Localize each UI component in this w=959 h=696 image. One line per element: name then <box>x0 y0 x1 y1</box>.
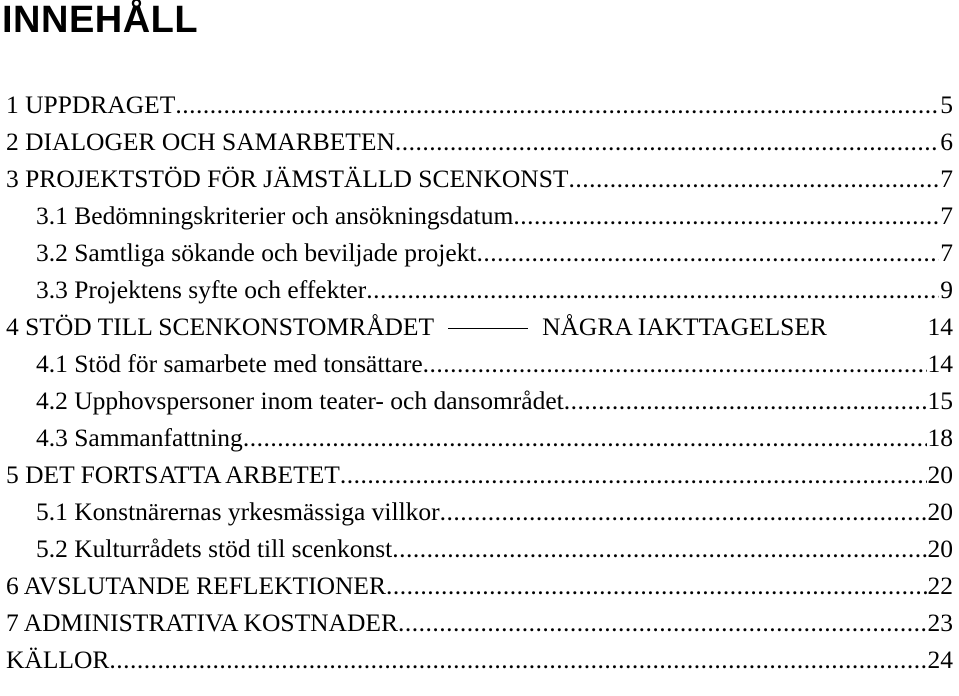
em-dash-rule <box>448 328 528 329</box>
toc-entry-title: 1 UPPDRAGET <box>6 90 176 119</box>
toc-entry-title: 5.1 Konstnärernas yrkesmässiga villkor <box>36 497 440 526</box>
toc-entry-title: 6 AVSLUTANDE REFLEKTIONER <box>6 571 386 600</box>
toc-entry-2[interactable] <box>6 123 953 160</box>
toc-entry-3-1[interactable] <box>6 197 953 234</box>
toc-leader-dots <box>175 86 939 123</box>
toc-entry-4-1[interactable] <box>6 345 953 382</box>
toc-entry-title: 4.3 Sammanfattning <box>36 423 243 452</box>
toc-entry-title: 3.2 Samtliga sökande och beviljade projekt <box>36 238 477 267</box>
toc-entry-4-2[interactable] <box>6 382 953 419</box>
toc-entry-title: 3.3 Projektens syfte och effekter <box>36 275 367 304</box>
toc-entry-title: 5.2 Kulturrådets stöd till scenkonst <box>36 534 393 563</box>
toc-page-number: 7 <box>940 201 953 230</box>
toc-page-number: 5 <box>940 90 953 119</box>
toc-page-number: 7 <box>940 164 953 193</box>
toc-entry-5-2[interactable] <box>6 530 953 567</box>
toc-entry-title: 4.2 Upphovspersoner inom teater- och dansområdet <box>36 386 564 415</box>
toc-page-number: 22 <box>927 571 953 600</box>
toc-page-number: 24 <box>927 645 953 674</box>
toc-page-number: 18 <box>927 423 953 452</box>
toc-leader-dots <box>423 345 927 382</box>
toc-leader-dots <box>440 493 927 530</box>
toc-page-number: 9 <box>940 275 953 304</box>
toc-leader-dots <box>513 197 939 234</box>
toc-entry-title-part: 4 STÖD TILL SCENKONSTOMRÅDET <box>6 312 435 341</box>
toc-leader-dots <box>392 530 926 567</box>
toc-page-number: 23 <box>927 608 953 637</box>
toc-entry-6[interactable] <box>6 567 953 604</box>
table-of-contents <box>6 86 953 678</box>
toc-entry-7[interactable] <box>6 604 953 641</box>
toc-entry-4-3[interactable] <box>6 419 953 456</box>
toc-entry-3-2[interactable] <box>6 234 953 271</box>
toc-entry-title: 3.1 Bedömningskriterier och ansökningsdatum <box>36 201 514 230</box>
toc-entry-5[interactable] <box>6 456 953 493</box>
toc-entry-title <box>6 308 827 345</box>
toc-leader-dots <box>476 234 939 271</box>
toc-entry-4[interactable] <box>6 308 953 345</box>
toc-page-number: 20 <box>927 460 953 489</box>
toc-leader-dots <box>243 419 927 456</box>
toc-page-number: 20 <box>927 497 953 526</box>
toc-entry-title: 5 DET FORTSATTA ARBETET <box>6 460 340 489</box>
toc-leader-dots <box>568 160 939 197</box>
toc-entry-title: 4.1 Stöd för samarbete med tonsättare <box>36 349 423 378</box>
toc-entry-title: 2 DIALOGER OCH SAMARBETEN <box>6 127 395 156</box>
toc-entry-title: 7 ADMINISTRATIVA KOSTNADER <box>6 608 398 637</box>
toc-page-number: 14 <box>927 349 953 378</box>
page-title: INNEHÅLL <box>2 0 199 41</box>
toc-entry-1[interactable] <box>6 86 953 123</box>
toc-leader-dots <box>395 123 939 160</box>
toc-entry-3[interactable] <box>6 160 953 197</box>
toc-page-number: 15 <box>927 386 953 415</box>
toc-page-number: 14 <box>927 312 953 341</box>
toc-leader-dots <box>564 382 927 419</box>
toc-leader-dots <box>386 567 927 604</box>
toc-leader-dots <box>398 604 927 641</box>
toc-leader-dots <box>366 271 939 308</box>
toc-leader-dots <box>109 641 926 678</box>
toc-entry-5-1[interactable] <box>6 493 953 530</box>
toc-entry-kallor[interactable] <box>6 641 953 678</box>
toc-page-number: 7 <box>940 238 953 267</box>
toc-entry-3-3[interactable] <box>6 271 953 308</box>
toc-leader-dots <box>340 456 927 493</box>
toc-page-number: 20 <box>927 534 953 563</box>
toc-entry-title-part: NÅGRA IAKTTAGELSER <box>542 312 827 341</box>
toc-page-number: 6 <box>940 127 953 156</box>
toc-entry-title: 3 PROJEKTSTÖD FÖR JÄMSTÄLLD SCENKONST <box>6 164 569 193</box>
toc-entry-title: KÄLLOR <box>6 645 110 674</box>
